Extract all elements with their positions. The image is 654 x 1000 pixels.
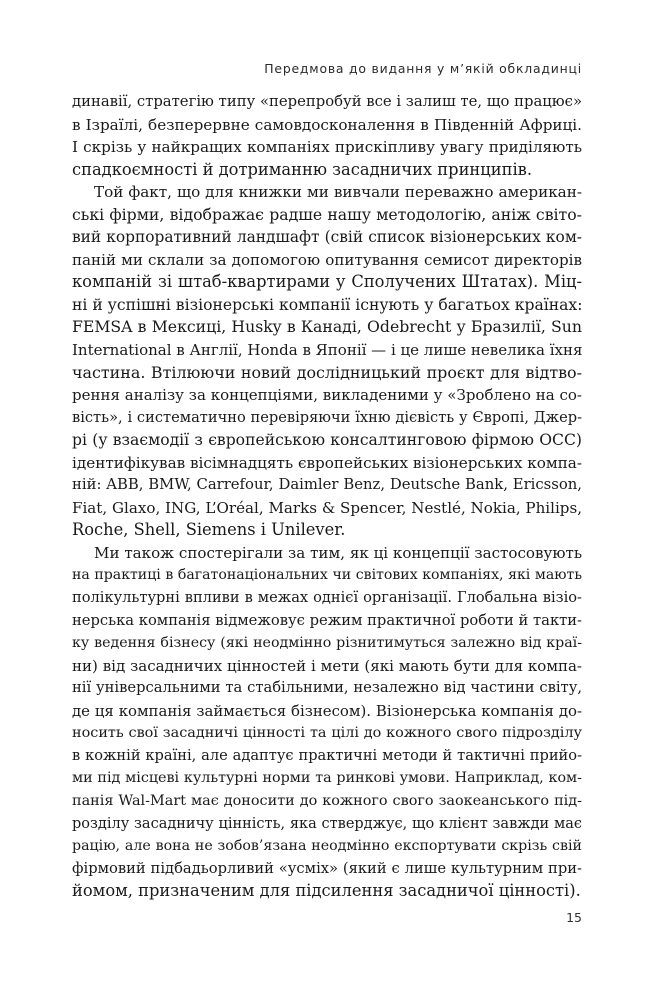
text-line: вість», і систематично перевіряючи їхню дієвість у Європі, Джер- (72, 408, 582, 426)
text-line: ку ведення бізнесу (які неодмінно різнитимуться залежно від краї- (72, 635, 582, 652)
text-line: ни) від засадничих цінностей і мети (які мають бути для компа- (72, 656, 582, 675)
text-line: йомом, призначеним для підсилення засадничої цінності). (72, 881, 581, 901)
text-line: вий корпоративний ландшафт (свій список візіонерських ком- (72, 228, 582, 247)
text-line: ній: ABB, BMW, Carrefour, Daimler Benz, Deutsche Bank, Ericsson, (72, 476, 582, 494)
text-line: де ця компанія займається бізнесом). Візіонерська компанія до- (72, 701, 582, 720)
text-line: FEMSA в Мексиці, Husky в Канаді, Odebrecht у Бразилії, Sun (72, 317, 582, 337)
text-line: частина. Втілюючи новий дослідницький проєкт для відтво- (72, 362, 582, 382)
text-line: рі (у взаємодії з європейською консалтинговою фірмою OCC) (72, 431, 582, 450)
text-line: нерська компанія відмежовує режим практичної роботи й такти- (72, 611, 582, 629)
text-line: в Ізраїлі, безперервне самовдосконалення в Південній Африці. (72, 115, 582, 134)
text-line: І скрізь у найкращих компаніях прискіпливу увагу приділяють (72, 138, 582, 157)
paragraph-3 (72, 542, 582, 903)
text-line: розділу засадничу цінність, яка стверджує, що клієнт завжди має (72, 815, 582, 832)
page-number: 15 (566, 910, 582, 925)
text-line: динавії, стратегію типу «перепробуй все і залиш те, що працює» (72, 93, 583, 110)
text-line: панія Wal-Mart має доносити до кожного свого заокеанського під- (72, 792, 582, 809)
text-line: ми під місцеві культурні норми та ринкові умови. Наприклад, ком- (72, 770, 582, 787)
text-line: фірмовий підбадьорливий «усміх» (який є лише культурним при- (72, 859, 582, 877)
text-line: Roche, Shell, Siemens і Unilever. (72, 520, 346, 540)
text-line: носить свої засадничі цінності та цілі до кожного свого підрозділу (72, 725, 582, 742)
text-line: Fiat, Glaxo, ING, L’Oréal, Marks & Spencer, Nestlé, Nokia, Philips, (72, 498, 582, 517)
paragraph-1 (72, 91, 582, 181)
text-line: паній ми склали за допомогою опитування семисот директорів (72, 250, 582, 269)
text-line: ські фірми, відображає радше нашу методологію, аніж світо- (72, 204, 582, 224)
text-line: Той факт, що для книжки ми вивчали переважно американ- (94, 183, 582, 202)
body-text (72, 91, 582, 903)
text-line: ні й успішні візіонерські компанії існують у багатьох країнах: (72, 295, 583, 314)
text-line: в кожній країні, але адаптує практичні методи й тактичні прийо- (72, 746, 582, 764)
text-line: на практиці в багатонаціональних чи світових компаніях, які мають (72, 567, 582, 584)
paragraph-2 (72, 181, 582, 542)
text-line: компаній зі штаб-квартирами у Сполучених Штатах). Міц- (72, 272, 582, 292)
text-line: Ми також спостерігали за тим, як ці концепції застосовують (94, 543, 583, 562)
text-line: ідентифікував вісімнадцять європейських візіонерських компа- (72, 453, 582, 472)
text-line: нії універсальними та стабільними, незалежно від частини світу, (72, 679, 582, 697)
text-line: International в Англії, Honda в Японії — і це лише невелика їхня (72, 341, 583, 360)
text-line: рення аналізу за концепціями, викладеними у «Зроблено на со- (72, 386, 582, 405)
text-line: рацію, але вона не зобов’язана неодмінно експортувати скрізь свій (72, 838, 582, 855)
text-line: полікультурні впливи в межах однієї організації. Глобальна візіо- (72, 589, 582, 607)
running-head: Передмова до видання у м’якій обкладинці (264, 61, 582, 76)
text-line: спадкоємності й дотриманню засадничих принципів. (72, 159, 532, 179)
